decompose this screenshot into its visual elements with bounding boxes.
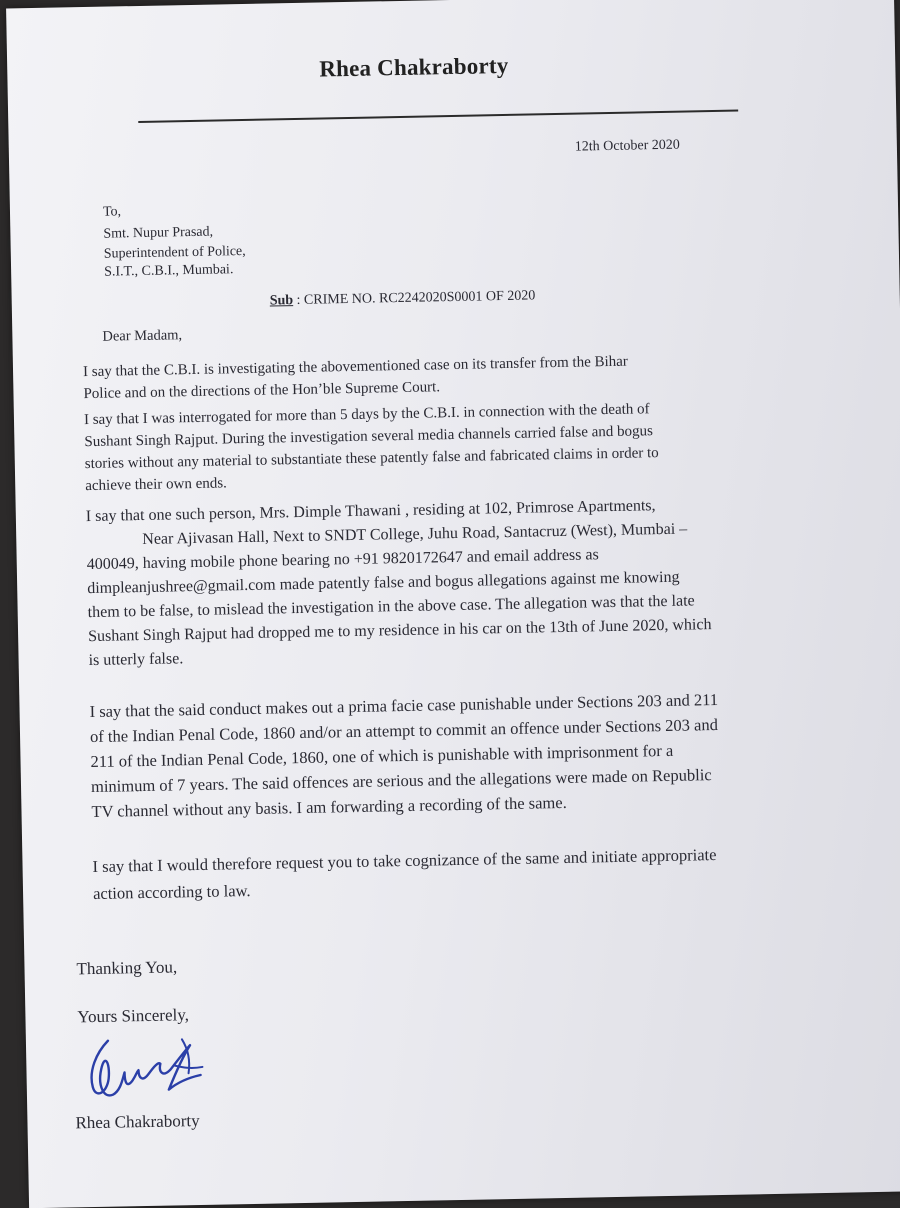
paragraph-line: Sushant Singh Rajput had dropped me to my residence in his car on the 13th of June 2020, which	[87, 616, 712, 646]
paragraph-line: I say that the C.B.I. is investigating the abovementioned case on its transfer from the Bihar	[82, 353, 629, 381]
body-paragraph	[89, 684, 871, 824]
paragraph-line: minimum of 7 years. The said offences are serious and the allegations were made on Republic	[90, 765, 712, 797]
body-paragraph	[84, 394, 866, 497]
paragraph-line: I say that one such person, Mrs. Dimple Thawani , residing at 102, Primrose Apartments,	[85, 497, 656, 526]
closing: Thanking You,	[76, 957, 178, 979]
recipient-title: Superintendent of Police,	[103, 243, 246, 262]
paragraph-line: 211 of the Indian Penal Code, 1860, one of which is punishable with imprisonment for a	[90, 740, 674, 772]
subject-text: : CRIME NO. RC2242020S0001 OF 2020	[292, 288, 536, 309]
recipient-to: To,	[102, 204, 122, 220]
letterhead-name: Rhea Chakraborty	[319, 52, 509, 82]
paragraph-line: I say that I would therefore request you to take cognizance of the same and initiate appropriate	[92, 845, 717, 877]
recipient-name: Smt. Nupur Prasad,	[103, 224, 214, 242]
paragraph-line: them to be false, to mislead the investigation in the above case. The allegation was that the late	[87, 592, 695, 622]
letter-page	[6, 0, 900, 1208]
handwritten-signature	[78, 1031, 219, 1112]
subject-line	[270, 288, 536, 309]
letter-date: 12th October 2020	[574, 137, 680, 155]
signatory-name: Rhea Chakraborty	[75, 1111, 200, 1133]
paragraph-line: Near Ajivasan Hall, Next to SNDT College, Juhu Road, Santacruz (West), Mumbai –	[142, 520, 688, 549]
paragraph-line: Police and on the directions of the Hon’ble Supreme Court.	[83, 379, 441, 403]
paragraph-line: stories without any material to substantiate these patently false and fabricated claims in order to	[84, 445, 659, 473]
paragraph-line: TV channel without any basis. I am forwarding a recording of the same.	[91, 792, 567, 822]
recipient-office: S.I.T., C.B.I., Mumbai.	[104, 262, 234, 280]
paragraph-line: of the Indian Penal Code, 1860 and/or an attempt to commit an offence under Sections 203 and	[89, 714, 719, 747]
subject-label: Sub	[269, 293, 294, 309]
paragraph-line: I say that I was interrogated for more than 5 days by the C.B.I. in connection with the death of	[83, 401, 650, 429]
body-paragraph	[92, 838, 873, 907]
paragraph-line: achieve their own ends.	[85, 475, 228, 495]
body-paragraph	[86, 490, 869, 673]
letterhead-rule	[138, 109, 738, 123]
paragraph-line: is utterly false.	[88, 650, 184, 670]
paragraph-line: action according to law.	[92, 880, 251, 904]
paragraph-line: I say that the said conduct makes out a prima facie case punishable under Sections 203 and 211	[89, 689, 719, 722]
signoff: Yours Sincerely,	[77, 1005, 190, 1027]
paragraph-line: dimpleanjushree@gmail.com made patently false and bogus allegations against me knowing	[87, 568, 680, 598]
paragraph-line: 400049, having mobile phone bearing no +91 9820172647 and email address as	[86, 546, 599, 574]
salutation: Dear Madam,	[102, 327, 183, 345]
paragraph-line: Sushant Singh Rajput. During the investigation several media channels carried false and bogus	[84, 423, 654, 451]
